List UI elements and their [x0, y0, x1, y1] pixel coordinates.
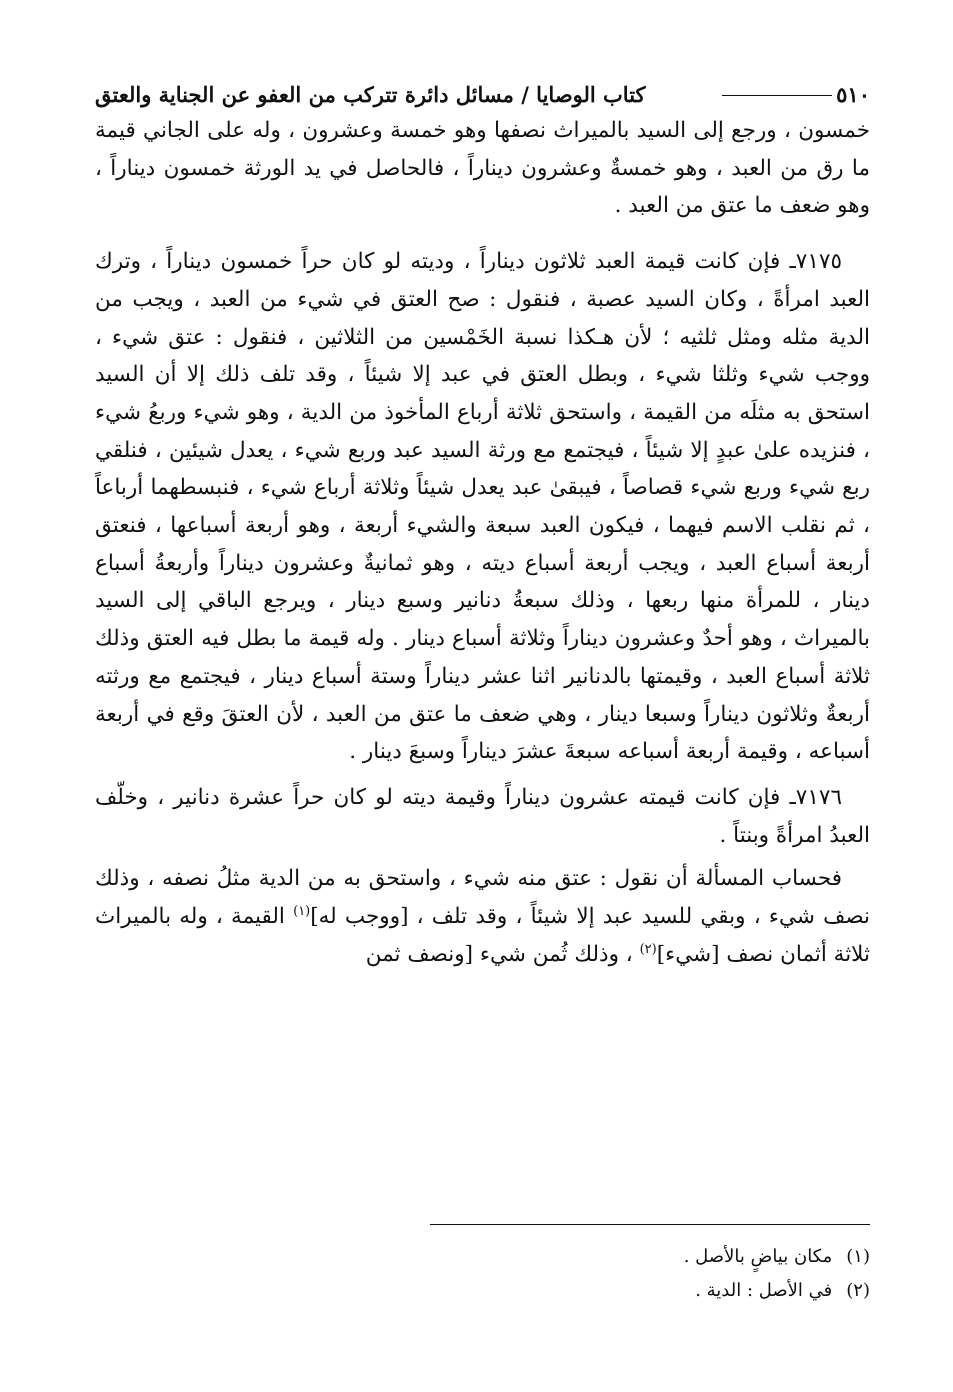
footnote-text: في الأصل : الدية .	[695, 1280, 833, 1301]
running-header	[95, 80, 870, 112]
footnote-text: مكان بياضٍ بالأصل .	[683, 1246, 833, 1267]
paragraph-calculation	[95, 860, 870, 973]
footnote-1	[684, 1240, 870, 1274]
footnote-separator	[430, 1224, 870, 1225]
paragraph-7175: ٧١٧٥ـ فإن كانت قيمة العبد ثلاثون ديناراً ، وديته لو كان حراً خمسون ديناراً ، وترك العبد امرأةً ، وكان السيد عصبة ، فنقول : صح العتق في شيء من العبد ، ويجب من الدية مثله ومثل ثلثيه ؛ لأن هـكذا نسبة الخَمْسين من الثلاثين ، فنقول : عتق شيء ، ووجب شيء وثلثا شيء ، وبطل العتق في عبد إلا شيئاً ، وقد تلف ذلك إلا أن السيد استحق به مثلَه من القيمة ، واستحق ثلاثة أرباع المأخوذ من الدية ، وهو شيء وربعُ شيء ، فنزيده علىٰ عبدٍ إلا شيئاً ، فيجتمع مع ورثة السيد عبد وربع شيء ، يعدل شيئين ، فنلقي ربع شيء وربع شيء قصاصاً ، فيبقىٰ عبد يعدل شيئاً وثلاثة أرباع شيء ، فنبسطهما أرباعاً ، ثم نقلب الاسم فيهما ، فيكون العبد سبعة والشيء أربعة ، وهو أربعة أسباعها ، فنعتق أربعة أسباع العبد ، ويجب أربعة أسباع ديته ، وهو ثمانيةٌ وعشرون ديناراً وأربعةُ أسباع دينار ، للمرأة منها ربعها ، وذلك سبعةُ دنانير وسبع دينار ، ويرجع الباقي إلى السيد بالميراث ، وهو أحدٌ وعشرون ديناراً وثلاثة أسباع دينار . وله قيمة ما بطل فيه العتق وذلك ثلاثة أسباع العبد ، وقيمتها بالدنانير اثنا عشر ديناراً وستة أسباع دينار ، فيجتمع مع ورثته أربعةٌ وثلاثون ديناراً وسبعا دينار ، وهي ضعف ما عتق من العبد ، لأن العتقَ وقع في أربعة أسباعه ، وقيمة أربعة أسباعه سبعةَ عشرَ ديناراً وسبعَ دينار .	[95, 249, 870, 765]
text-segment: القيمة ، وله بالميراث ثلاثة أثمان نصف [شيء]	[95, 904, 870, 967]
header-title: كتاب الوصايا / مسائل دائرة تتركب من العفو عن الجناية والعتق	[95, 82, 646, 107]
footnotes	[684, 1240, 870, 1308]
footnote-ref-2: (٢)	[639, 941, 657, 957]
text-segment: فحساب المسألة أن نقول : عتق منه شيء ، واستحق به من الدية مثلُ نصفه ، وذلك نصف شيء ، وبقي للسيد عبد إلا شيئاً ، وقد تلف ، [ووجب له]	[95, 866, 870, 930]
page	[95, 80, 870, 1301]
paragraph-gap	[95, 771, 870, 779]
body-text	[95, 112, 870, 973]
footnote-2	[684, 1274, 870, 1308]
header-rule	[722, 95, 832, 96]
text-segment: ، وذلك ثُمن شيء [ونصف ثمن	[365, 941, 640, 967]
paragraph-continuation: خمسون ، ورجع إلى السيد بالميراث نصفها وهو خمسة وعشرون ، وله على الجاني قيمة ما رق من العبد ، وهو خمسةٌ وعشرون ديناراً ، فالحاصل في يد الورثة خمسون ديناراً ، وهو ضعف ما عتق من العبد .	[95, 118, 870, 219]
paragraph-7176: ٧١٧٦ـ فإن كانت قيمته عشرون ديناراً وقيمة ديته لو كان حراً عشرة دنانير ، وخلّف العبدُ امرأةً وبنتاً .	[95, 784, 870, 848]
footnote-number: (٢)	[846, 1280, 870, 1301]
paragraph-gap	[95, 225, 870, 243]
footnote-number: (١)	[846, 1246, 870, 1267]
page-number: ٥١٠	[836, 82, 870, 107]
footnote-ref-1: (١)	[293, 903, 311, 919]
header-page-number-group	[722, 80, 870, 110]
